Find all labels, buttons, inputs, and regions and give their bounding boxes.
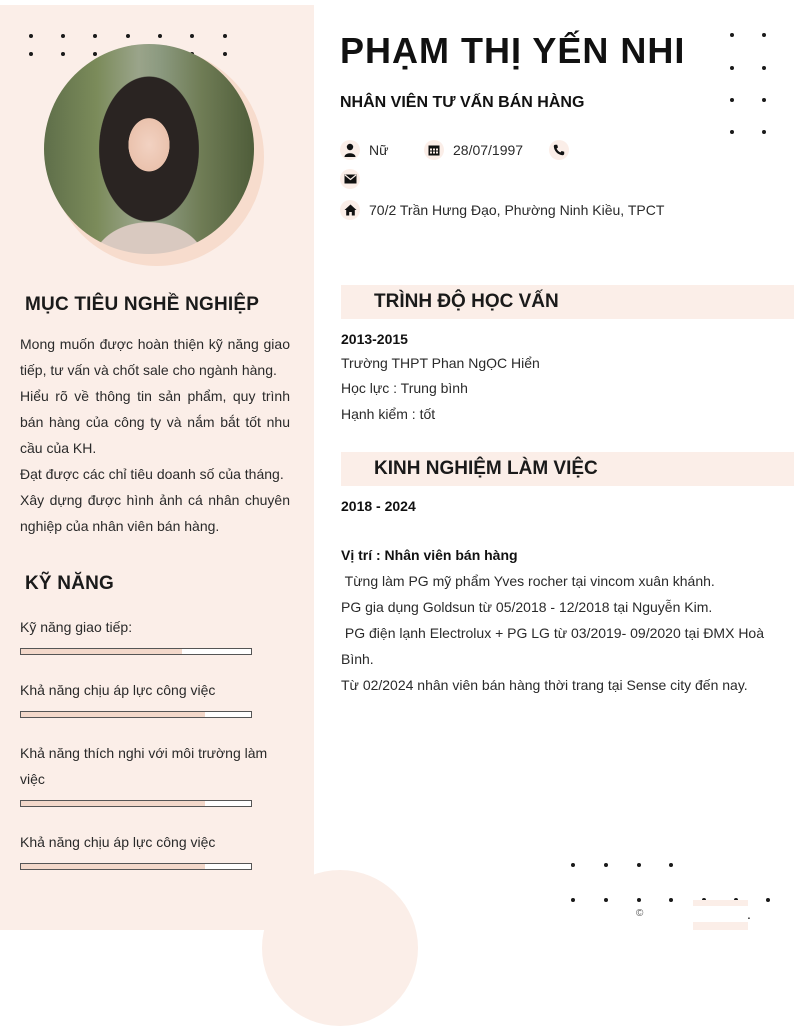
skill-item — [20, 677, 290, 718]
decorative-circle — [262, 870, 418, 1026]
experience-position: Vị trí : Nhân viên bán hàng — [341, 547, 518, 563]
education-header — [341, 285, 794, 319]
skill-item — [20, 614, 290, 655]
objective-paragraph: Xây dựng được hình ảnh cá nhân chuyên nghiệp của nhân viên bán hàng. — [20, 492, 290, 534]
objective-paragraph: Hiểu rõ về thông tin sản phẩm, quy trình bán hàng của công ty và nắm bắt tốt nhu cầu của KH. — [20, 388, 290, 456]
objective-title: MỤC TIÊU NGHỀ NGHIỆP — [25, 294, 260, 315]
experience-header — [341, 452, 794, 486]
experience-details — [341, 542, 781, 698]
skill-bar-fill — [21, 801, 205, 806]
footer-period: . — [747, 906, 751, 922]
address-value: 70/2 Trần Hưng Đạo, Phường Ninh Kiều, TPCT — [369, 202, 665, 218]
email-row — [340, 169, 369, 189]
experience-line: PG điện lạnh Electrolux + PG LG từ 03/2019- 09/2020 tại ĐMX Hoà Bình. — [341, 625, 768, 667]
person-icon — [340, 140, 360, 160]
address-row — [340, 200, 664, 220]
skill-label: Khả năng chịu áp lực công việc — [20, 834, 216, 850]
avatar — [44, 44, 254, 254]
skill-label: Khả năng chịu áp lực công việc — [20, 682, 216, 698]
experience-line: Từng làm PG mỹ phẩm Yves rocher tại vincom xuân khánh. — [341, 573, 715, 589]
skill-bar-fill — [21, 712, 205, 717]
footer-accent-inner — [693, 906, 748, 922]
skill-item — [20, 829, 290, 870]
skills-title: KỸ NĂNG — [25, 573, 115, 594]
education-academic: Học lực : Trung bình — [341, 380, 468, 396]
education-title: TRÌNH ĐỘ HỌC VẤN — [374, 291, 559, 312]
candidate-name: PHẠM THỊ YẾN NHI — [340, 30, 686, 71]
gender-value: Nữ — [369, 142, 389, 158]
education-period: 2013-2015 — [341, 331, 408, 347]
skill-bar — [20, 800, 252, 807]
skill-bar — [20, 711, 252, 718]
experience-period: 2018 - 2024 — [341, 498, 416, 514]
job-title: NHÂN VIÊN TƯ VẤN BÁN HÀNG — [340, 94, 585, 111]
education-conduct: Hạnh kiểm : tốt — [341, 406, 436, 422]
objective-paragraph: Mong muốn được hoàn thiện kỹ năng giao tiếp, tư vấn và chốt sale cho ngành hàng. — [20, 336, 290, 378]
phone-row — [549, 140, 578, 160]
birthdate-value: 28/07/1997 — [453, 142, 524, 158]
experience-title: KINH NGHIỆM LÀM VIỆC — [374, 458, 598, 479]
education-school: Trường THPT Phan NgỌC Hiển — [341, 355, 540, 371]
experience-line: PG gia dụng Goldsun từ 05/2018 - 12/2018 tại Nguyễn Kim. — [341, 599, 713, 615]
skill-label: Kỹ năng giao tiếp: — [20, 619, 133, 635]
avatar-frame — [44, 44, 264, 264]
objective-text — [20, 331, 290, 539]
experience-line: Từ 02/2024 nhân viên bán hàng thời trang tại Sense city đến nay. — [341, 677, 748, 693]
copyright-text: © — [636, 908, 644, 919]
skill-item — [20, 740, 290, 807]
skill-bar-fill — [21, 864, 205, 869]
objective-paragraph: Đạt được các chỉ tiêu doanh số của tháng. — [20, 466, 284, 482]
calendar-icon — [424, 140, 444, 160]
gender-row — [340, 140, 388, 160]
skill-bar-fill — [21, 649, 182, 654]
skill-bar — [20, 648, 252, 655]
phone-icon[interactable] — [549, 140, 569, 160]
birthdate-row — [424, 140, 523, 160]
email-icon[interactable] — [340, 169, 360, 189]
home-icon — [340, 200, 360, 220]
skill-label: Khả năng thích nghi với môi trường làm việc — [20, 745, 268, 787]
skill-bar — [20, 863, 252, 870]
